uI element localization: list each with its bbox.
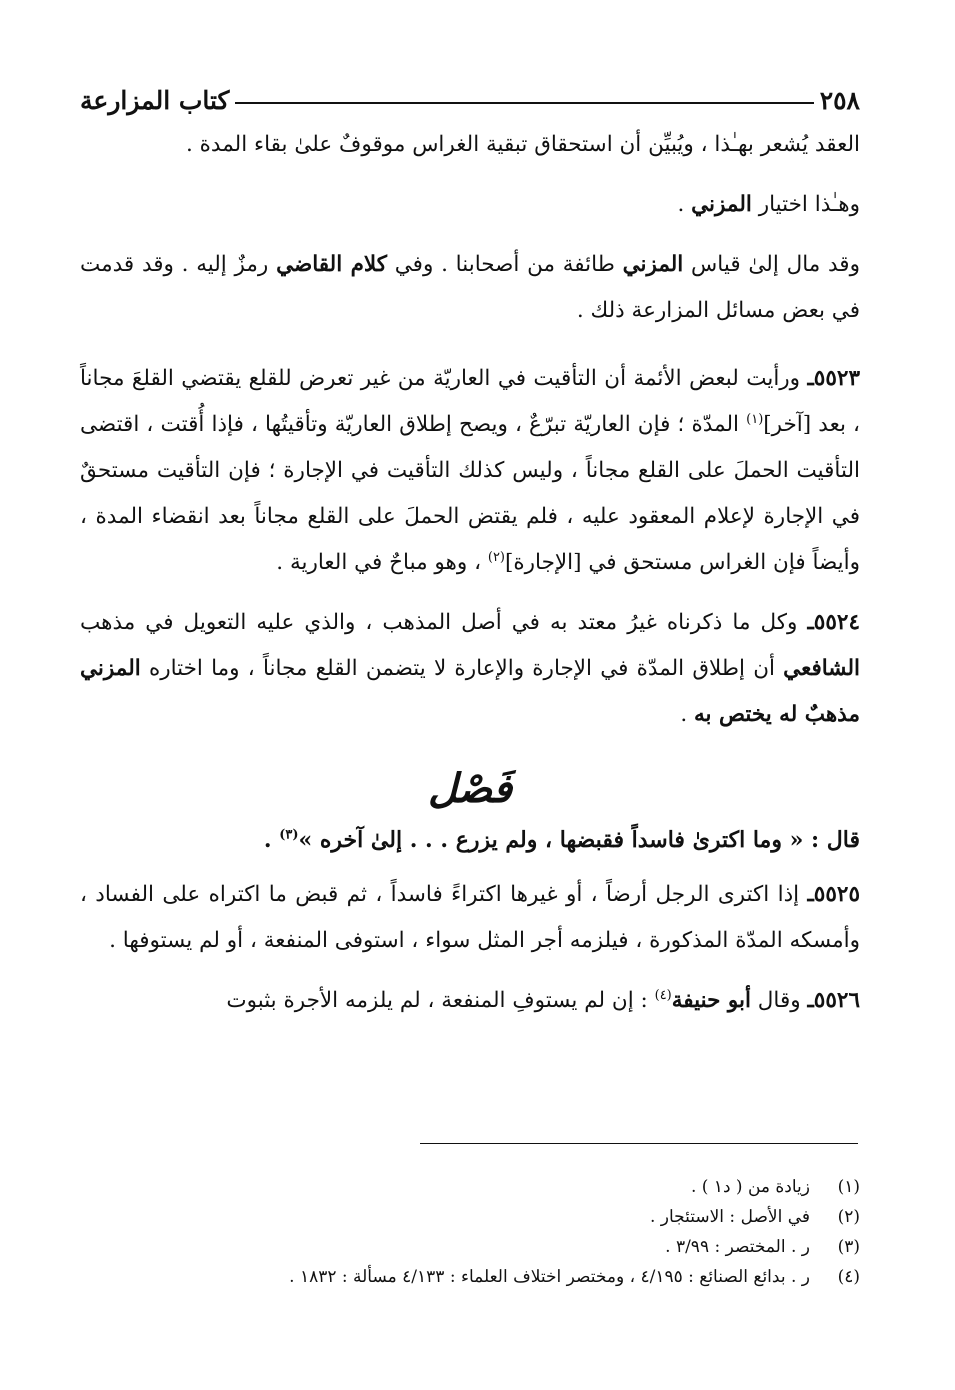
paragraph-3 bbox=[80, 242, 860, 334]
text-run: إذا اكترى الرجل أرضاً ، أو غيرها اكتراءً فاسداً ، ثم قبض ما اكتراه على الفساد ، وأمسكه المدّة المذكورة ، فيلزمه أجر المثل سواء ، استوفى المنفعة ، أو لم يستوفها . bbox=[80, 882, 860, 953]
text-run: . bbox=[680, 702, 694, 727]
footnote-text: في الأصل : الاستئجار . bbox=[649, 1207, 810, 1227]
footnote-text: ر . بدائع الصنائع : ٤/١٩٥ ، ومختصر اختلاف العلماء : ٤/١٣٣ مسألة : ١٨٣٢ . bbox=[289, 1267, 810, 1287]
text-run: وهـٰذا اختيار bbox=[751, 192, 860, 217]
paragraph-2 bbox=[80, 182, 860, 228]
bold-name-abu-hanifa: أبو حنيفة bbox=[671, 988, 751, 1013]
quoted-text bbox=[80, 818, 860, 862]
footnote-1 bbox=[80, 1172, 860, 1202]
section-5523 bbox=[80, 356, 860, 586]
footnote-number: (٢) bbox=[837, 1207, 860, 1227]
bold-qadi: كلام القاضي bbox=[276, 252, 387, 277]
footnote-ref: (٤) bbox=[654, 987, 672, 1003]
section-number: ٥٥٢٤ـ bbox=[807, 610, 860, 635]
section-5525 bbox=[80, 872, 860, 964]
footnote-text: زيادة من ( د١ ) . bbox=[690, 1177, 810, 1197]
section-5524 bbox=[80, 600, 860, 738]
text-run: وقال bbox=[750, 988, 808, 1013]
text-run: أن إطلاق المدّة في الإجارة والإعارة لا يتضمن القلع مجاناً ، وما اختاره bbox=[140, 656, 784, 681]
text-run: . bbox=[263, 827, 280, 853]
text-run: رمزٌ إليه . وقد قدمت في بعض مسائل المزارعة ذلك . bbox=[80, 252, 860, 323]
text-run: المدّة ؛ فإن العاريّة تبرّعٌ ، ويصح إطلاق العاريّة وتأقيتُها ، فإذا أُقتت ، اقتضى التأقيت الحملَ على القلع مجاناً ، وليس كذلك التأقيت في الإجارة ؛ فإن التأقيت مستحقٌ في الإجارة لإعلام المعقود عليه ، فلم يقتض الحملَ على القلع مجاناً بعد انقضاء المدة ، وأيضاً فإن الغراس مستحق في [الإجارة] bbox=[80, 412, 860, 575]
section-number: ٥٥٢٦ـ bbox=[807, 988, 860, 1013]
footnotes bbox=[80, 1172, 860, 1292]
footnote-text: ر . المختصر : ٣/٩٩ . bbox=[665, 1237, 810, 1257]
footnote-ref: (٢) bbox=[487, 549, 505, 565]
footnote-ref: (١) bbox=[746, 411, 764, 427]
book-title: كتاب المزارعة bbox=[80, 85, 230, 115]
section-5526 bbox=[80, 978, 860, 1024]
bold-name-muzani: المزني bbox=[622, 252, 684, 277]
footnote-number: (٣) bbox=[837, 1237, 860, 1257]
footnote-2 bbox=[80, 1202, 860, 1232]
bold-muzani-madhhab: المزني مذهبٌ له يختص به bbox=[80, 656, 860, 727]
footnote-ref: (٣) bbox=[279, 827, 299, 843]
text-run: ، وهو مباحٌ في العارية . bbox=[276, 550, 488, 575]
footnote-3 bbox=[80, 1232, 860, 1262]
footnote-number: (١) bbox=[837, 1177, 860, 1197]
section-number: ٥٥٢٣ـ bbox=[807, 366, 860, 391]
section-heading-fasl: فَصْل bbox=[427, 765, 513, 812]
paragraph-1: العقد يُشعر بهـٰذا ، ويُبيِّن أن استحقاق تبقية الغراس موقوفٌ علىٰ بقاء المدة . bbox=[186, 132, 860, 157]
page-content bbox=[80, 78, 860, 1024]
text-run: : إن لم يستوفِ المنفعة ، لم يلزمه الأجرة بثبوت bbox=[226, 988, 655, 1013]
page-number: ٢٥٨ bbox=[819, 85, 860, 115]
footnote-number: (٤) bbox=[837, 1267, 860, 1287]
text-run: قال : « وما اكترىٰ فاسداً فقبضها ، ولم يزرع . . . إلىٰ آخره » bbox=[298, 827, 860, 853]
text-run: . bbox=[677, 192, 692, 217]
text-run: وقد مال إلىٰ قياس bbox=[683, 252, 860, 277]
bold-name-muzani: المزني bbox=[691, 192, 752, 217]
footnote-separator bbox=[420, 1143, 858, 1144]
text-run: ورأيت لبعض الأئمة أن التأقيت في العاريّة من غير تعرض للقلع يقتضي القلعَ مجاناً ، بعد [آخر] bbox=[80, 366, 860, 437]
running-header bbox=[80, 78, 860, 122]
text-run: وكل ما ذكرناه غيرُ معتد به في أصل المذهب ، والذي عليه التعويل في مذهب bbox=[80, 610, 808, 635]
section-number: ٥٥٢٥ـ bbox=[807, 882, 860, 907]
bold-name-shafii: الشافعي bbox=[783, 656, 860, 681]
footnote-4 bbox=[80, 1262, 860, 1292]
header-rule bbox=[235, 102, 813, 104]
text-run: طائفة من أصحابنا . وفي bbox=[386, 252, 623, 277]
